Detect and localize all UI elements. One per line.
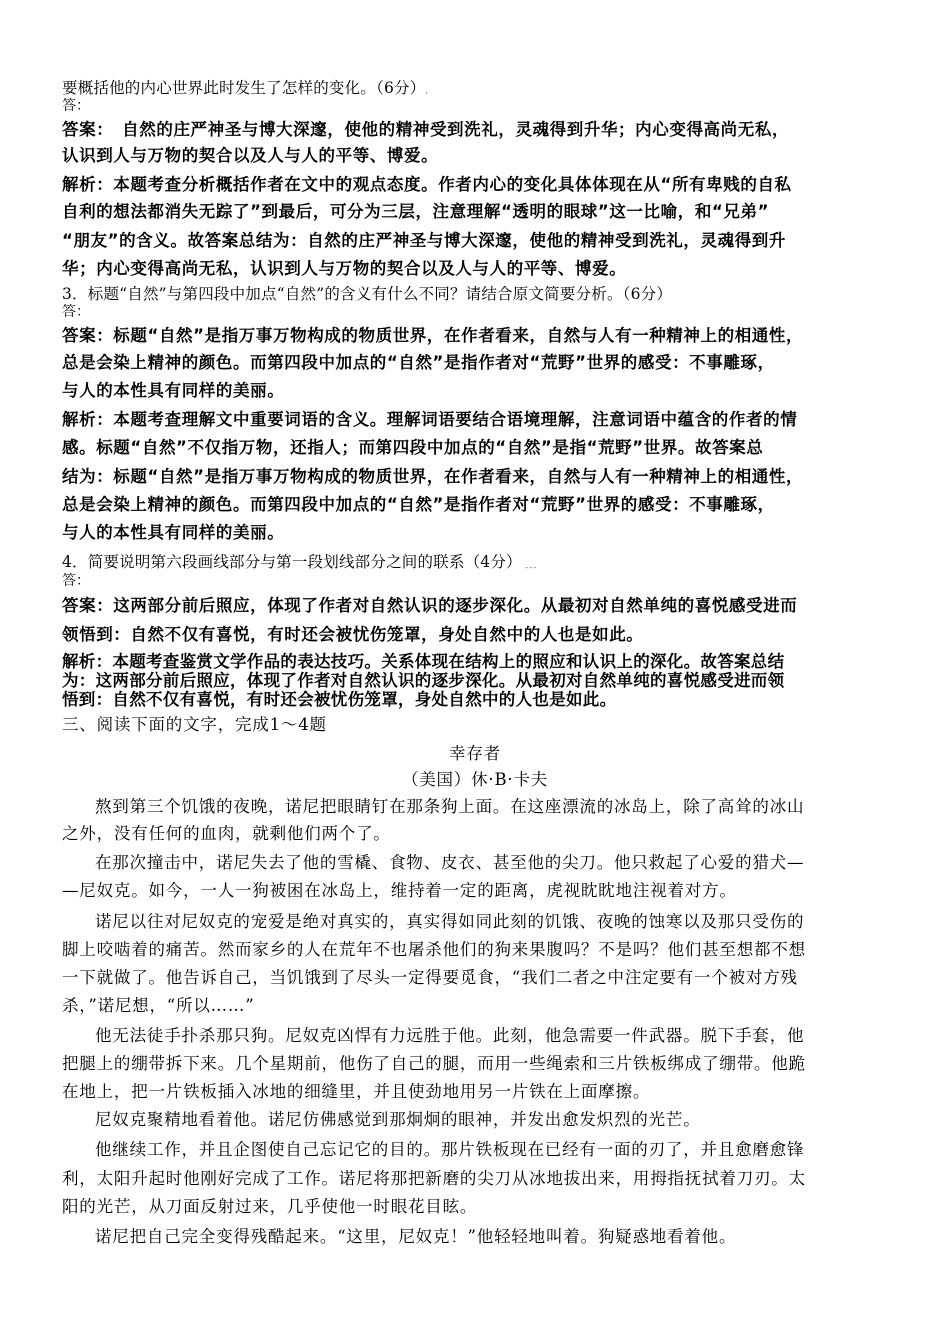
answer-line: 答案： 自然的庄严神圣与博大深邃，使他的精神受到洗礼，灵魂得到升华；内心变得高尚无私， [62,120,790,139]
passage-line: —尼奴克。如今，一人一狗被困在冰岛上，维持着一定的距离，虎视眈眈地注视着对方。 [62,881,737,900]
analysis-line: 总是会染上精神的颜色。而第四段中加点的“自然”是指作者对“荒野”世界的感受：不事雕琢， [62,495,775,514]
edit-mark: ˍˍˍ [521,560,538,569]
answer-line: 答案：这两部分前后照应，体现了作者对自然认识的逐步深化。从最初对自然单纯的喜悦感受进而 [62,596,798,615]
answer-line: 认识到人与万物的契合以及人与人的平等、博爱。 [62,146,439,165]
passage-line: 利，太阳升起时他刚好完成了工作。诺尼将那把新磨的尖刀从冰地拔出来，用拇指抚拭着刀刃。太 [62,1169,806,1188]
passage-line: 杀，”诺尼想，“所以……” [62,996,255,1015]
passage-line: 把腿上的绷带拆下来。几个星期前，他伤了自己的腿，而用一些绳索和三片铁板绑成了绷带。他跪 [62,1054,806,1073]
analysis-line: 与人的本性具有同样的美丽。 [62,523,285,542]
question-3-prompt: 3．标题“自然”与第四段中加点“自然”的含义有什么不同？请结合原文简要分析。（6分） [62,285,673,303]
passage-line: 阳的光芒，从刀面反射过来，几乎使他一时眼花目眩。 [62,1197,478,1216]
answer-line: 与人的本性具有同样的美丽。 [62,381,285,400]
passage-line: 一下就做了。他告诉自己，当饥饿到了尽头一定得要觅食，“我们二者之中注定要有一个被对方残 [62,968,798,987]
analysis-line: 解析：本题考查分析概括作者在文中的观点态度。作者内心的变化具体体现在从“所有卑贱的自私 [62,175,792,194]
answer-line: 总是会染上精神的颜色。而第四段中加点的“自然”是指作者对“荒野”世界的感受：不事雕琢， [62,353,775,372]
analysis-line: 解析：本题考查理解文中重要词语的含义。理解词语要结合语境理解，注意词语中蕴含的作者的情 [62,410,798,429]
analysis-line: 解析：本题考查鉴赏文学作品的表达技巧。关系体现在结构上的照应和认识上的深化。故答案总结 [62,652,785,671]
question-2-prompt-tail: 要概括他的内心世界此时发生了怎样的变化。（6分）ˌ [62,79,428,97]
edit-mark: ˌ [425,86,428,95]
answer-line: 答案：标题“自然”是指万事万物构成的物质世界，在作者看来，自然与人有一种精神上的相通性， [62,326,804,345]
passage-line: 在那次撞击中，诺尼失去了他的雪橇、食物、皮衣、甚至他的尖刀。他只救起了心爱的猎犬— [95,853,805,872]
section-3-heading: 三、阅读下面的文字，完成1～4题 [62,715,327,734]
passage-line: 他继续工作，并且企图使自己忘记它的目的。那片铁板现在已经有一面的刃了，并且愈磨愈锋 [95,1140,805,1159]
analysis-line: 结为：标题“自然”是指万事万物构成的物质世界，在作者看来，自然与人有一种精神上的相通性， [62,467,804,486]
answer-label: 答： [62,304,90,320]
analysis-line: 感。标题“自然”不仅指万物，还指人；而第四段中加点的“自然”是指“荒野”世界。故答案总 [62,438,764,457]
passage-line: 诺尼把自己完全变得残酷起来。“这里，尼奴克！”他轻轻地叫着。狗疑惑地看着他。 [95,1227,737,1246]
passage-line: 尼奴克聚精地看着他。诺尼仿佛感觉到那炯炯的眼神，并发出愈发炽烈的光芒。 [95,1110,701,1129]
passage-line: 熬到第三个饥饿的夜晚，诺尼把眼睛钉在那条狗上面。在这座漂流的冰岛上，除了高耸的冰山 [95,797,805,816]
analysis-line: 悟到：自然不仅有喜悦，有时还会被忧伤笼罩，身处自然中的人也是如此。 [62,690,617,709]
passage-line: 之外，没有任何的血肉，就剩他们两个了。 [62,824,391,843]
analysis-line: 华；内心变得高尚无私，认识到人与万物的契合以及人与人的平等、博爱。 [62,259,627,278]
passage-line: 在地上，把一片铁板插入冰地的细缝里，并且使劲地用另一片铁在上面摩擦。 [62,1082,651,1101]
passage-line: 脚上咬啮着的痛苦。然而家乡的人在荒年不也屠杀他们的狗来果腹吗？不是吗？他们甚至想都不想 [62,940,806,959]
answer-label: 答： [62,573,90,589]
passage-title: 幸存者 [449,744,501,763]
question-4-prompt: 4．简要说明第六段画线部分与第一段划线部分之间的联系（4分） ˍˍˍ [62,553,538,571]
passage-line: 他无法徒手扑杀那只狗。尼奴克凶悍有力远胜于他。此刻，他急需要一件武器。脱下手套，他 [95,1026,805,1045]
passage-line: 诺尼以往对尼奴克的宠爱是绝对真实的，真实得如同此刻的饥饿、夜晚的蚀寒以及那只受伤的 [95,912,805,931]
passage-author: （美国）休·B·卡夫 [401,770,549,789]
answer-line: 领悟到：自然不仅有喜悦，有时还会被忧伤笼罩，身处自然中的人也是如此。 [62,625,644,644]
analysis-line: 为：这两部分前后照应，体现了作者对自然认识的逐步深化。从最初对自然单纯的喜悦感受进而领 [62,671,785,690]
answer-label: 答： [62,98,90,114]
analysis-line: 自利的想法都消失无踪了”到最后，可分为三层，注意理解“透明的眼球”这一比喻，和“兄弟” [62,202,770,221]
analysis-line: “朋友”的含义。故答案总结为：自然的庄严神圣与博大深邃，使他的精神受到洗礼，灵魂得到升 [62,231,786,250]
